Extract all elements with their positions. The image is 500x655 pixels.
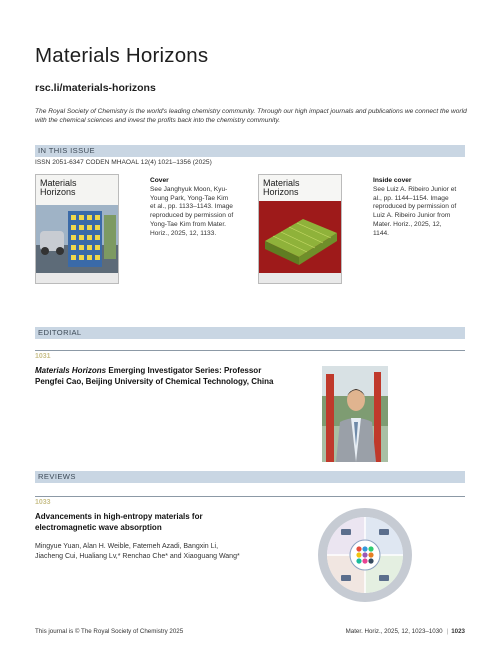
footer-citation: Mater. Horiz., 2025, 12, 1023–1030 | 1023 (345, 628, 465, 635)
cover-caption: Cover See Janghyuk Moon, Kyu-Young Park, Yong-Tae Kim et al., pp. 1133–1143. Image reproduced by permission of Yong-Tae Kim from Mater. Horiz., 2025, 12, 1133. (150, 177, 234, 237)
cover-image[interactable] (35, 174, 119, 284)
journal-title: Materials Horizons (35, 44, 209, 67)
editorial-heading: EDITORIAL (38, 328, 82, 337)
footer-page-number: 1023 (451, 628, 465, 635)
reviews-rule (35, 496, 465, 497)
reviews-bar (35, 471, 465, 483)
in-this-issue-heading: IN THIS ISSUE (38, 146, 95, 155)
inside-cover-image-title: Materials Horizons (263, 178, 300, 197)
review-page-number: 1033 (35, 499, 51, 506)
in-this-issue-bar (35, 145, 465, 157)
cover-image-title: Materials Horizons (40, 178, 77, 197)
editorial-bar (35, 327, 465, 339)
editorial-rule (35, 350, 465, 351)
editorial-portrait-photo (322, 366, 388, 462)
inside-cover-caption: Inside cover See Luiz A. Ribeiro Junior et al., pp. 1144–1154. Image reproduced by permission of Luiz A. Ribeiro Junior from Mater. Horiz., 2025, 12, 1144. (373, 177, 457, 237)
footer-copyright: This journal is © The Royal Society of Chemistry 2025 (35, 628, 184, 635)
review-title[interactable]: Advancements in high-entropy materials for electromagnetic wave absorption (35, 512, 203, 532)
editorial-page-number: 1031 (35, 353, 51, 360)
review-authors: Mingyue Yuan, Alan H. Weible, Fatemeh Azadi, Bangxin Li, Jiacheng Cui, Hualiang Lv,* Renchao Che* and Xiaoguang Wang* (35, 543, 240, 560)
editorial-title[interactable]: Materials Horizons Emerging Investigator Series: Professor Pengfei Cao, Beijing University of Chemical Technology, China (35, 366, 274, 386)
intro-text: The Royal Society of Chemistry is the world's leading chemistry community. Through our high impact journals and publications we connect the world with the chemical sciences and invest the profits back into the chemistry community. (35, 108, 467, 124)
review-graphical-abstract (317, 507, 413, 603)
reviews-heading: REVIEWS (38, 472, 76, 481)
inside-cover-image[interactable] (258, 174, 342, 284)
issn-line: ISSN 2051-6347 CODEN MHAOAL 12(4) 1021–1356 (2025) (35, 159, 212, 166)
journal-url[interactable]: rsc.li/materials-horizons (35, 82, 156, 94)
